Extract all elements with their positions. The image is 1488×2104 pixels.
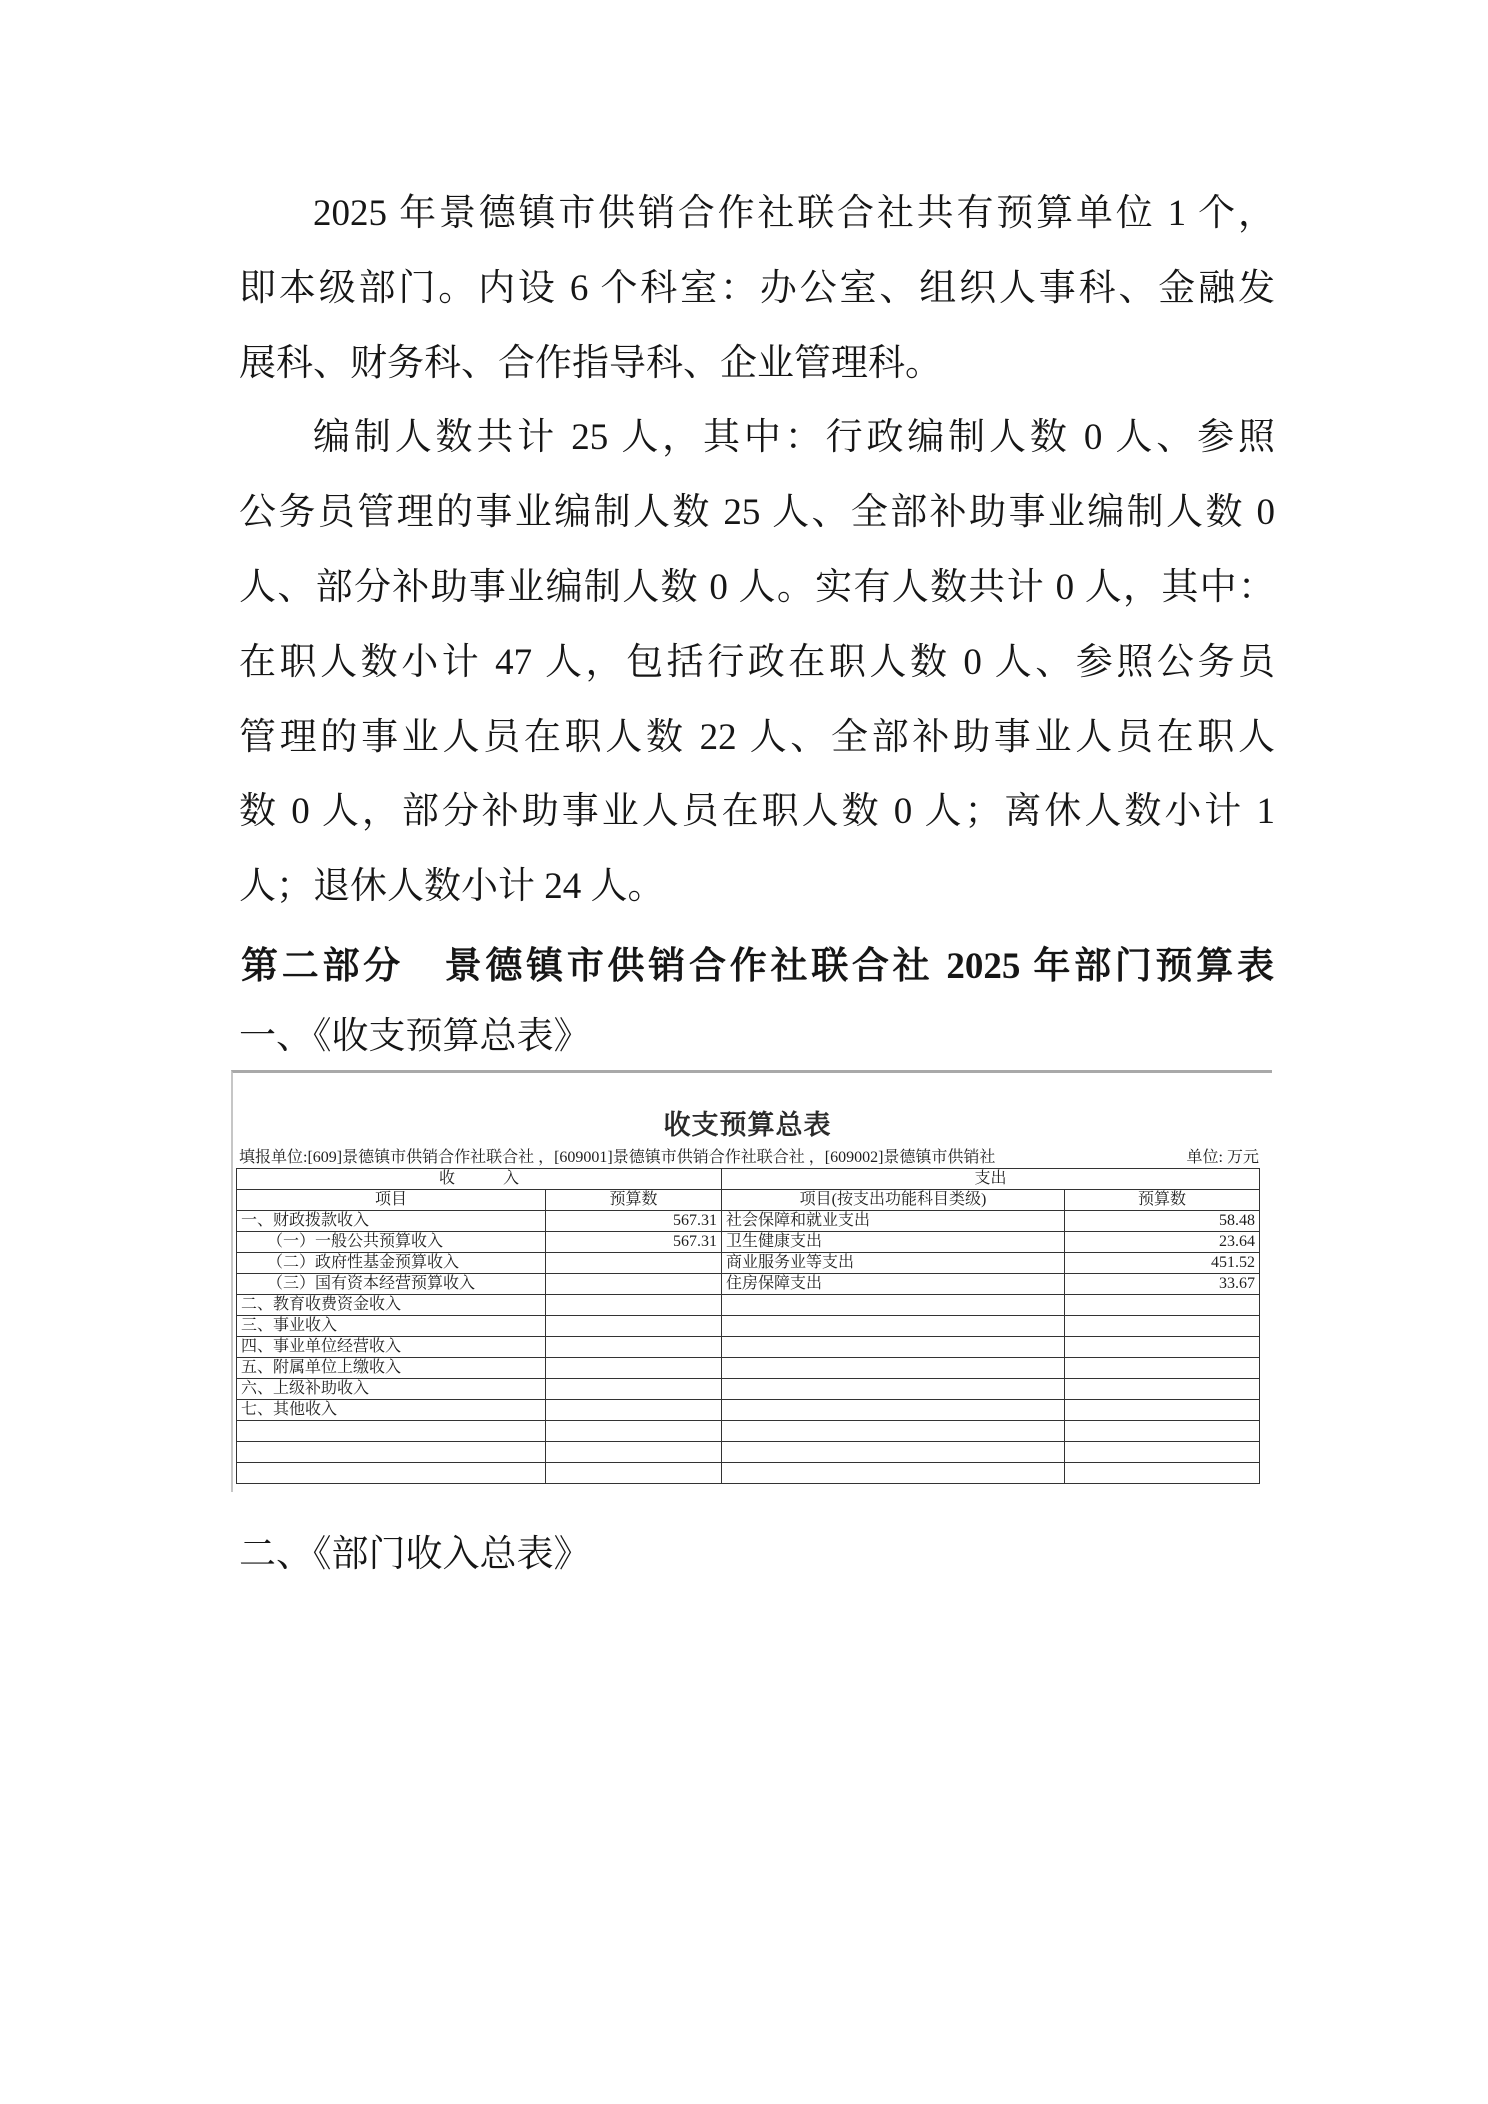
blank-rows: [237, 1421, 1260, 1484]
blank-cell: [237, 1442, 546, 1463]
expense-item-cell: [722, 1337, 1065, 1358]
income-item-cell: 一、财政拨款收入: [237, 1211, 546, 1232]
income-amount-cell: [546, 1274, 722, 1295]
income-item-cell: 二、教育收费资金收入: [237, 1295, 546, 1316]
income-amount-header: 预算数: [546, 1190, 722, 1211]
income-amount-cell: 567.31: [546, 1211, 722, 1232]
expense-item-cell: [722, 1316, 1065, 1337]
blank-row: [237, 1442, 1260, 1463]
subsection-title-income-expense: 一、《收支预算总表》: [239, 1016, 591, 1057]
table-row: [237, 1337, 1260, 1358]
paragraph-line: 人；退休人数小计 24 人。: [239, 866, 665, 908]
blank-cell: [237, 1463, 546, 1484]
income-item-cell: （一）一般公共预算收入: [237, 1232, 546, 1253]
blank-cell: [1065, 1463, 1260, 1484]
blank-cell: [546, 1421, 722, 1442]
income-item-cell: 五、附属单位上缴收入: [237, 1358, 546, 1379]
income-item-header: 项目: [237, 1190, 546, 1211]
table-row: [237, 1232, 1260, 1253]
income-item-cell: （三）国有资本经营预算收入: [237, 1274, 546, 1295]
body-text: [239, 177, 1275, 925]
budget-table-figure: [231, 1070, 1272, 1492]
filling-unit: 填报单位:[609]景德镇市供销合作社联合社 ，[609001]景德镇市供销合作社联合社 ，[609002]景德镇市供销社: [239, 1149, 996, 1166]
income-item-cell: （二）政府性基金预算收入: [237, 1253, 546, 1274]
subsection-title-income: 二、《部门收入总表》: [239, 1534, 591, 1575]
paragraph-line: 2025 年景德镇市供销合作社联合社共有预算单位 1 个，: [313, 193, 1275, 234]
income-amount-cell: [546, 1379, 722, 1400]
income-amount-cell: [546, 1295, 722, 1316]
blank-row: [237, 1421, 1260, 1442]
expense-item-cell: [722, 1358, 1065, 1379]
table-title: 收支预算总表: [663, 1110, 832, 1140]
table-body: [237, 1211, 1260, 1421]
paragraph-line: 数 0 人，部分补助事业人员在职人数 0 人；离休人数小计 1: [239, 791, 1275, 833]
expense-item-cell: [722, 1400, 1065, 1421]
blank-row: [237, 1463, 1260, 1484]
income-amount-cell: [546, 1337, 722, 1358]
expense-item-cell: 商业服务业等支出: [722, 1253, 1065, 1274]
table-row: [237, 1400, 1260, 1421]
expense-amount-cell: 23.64: [1065, 1232, 1260, 1253]
blank-cell: [1065, 1421, 1260, 1442]
blank-cell: [722, 1421, 1065, 1442]
expense-amount-cell: [1065, 1316, 1260, 1337]
expense-amount-cell: 451.52: [1065, 1253, 1260, 1274]
budget-summary-table: [236, 1168, 1260, 1484]
table-row: [237, 1253, 1260, 1274]
expense-amount-cell: [1065, 1295, 1260, 1316]
currency-unit: 单位: 万元: [1186, 1149, 1259, 1166]
expense-amount-header: 预算数: [1065, 1190, 1260, 1211]
expense-item-cell: 社会保障和就业支出: [722, 1211, 1065, 1232]
expense-amount-cell: 58.48: [1065, 1211, 1260, 1232]
expense-item-cell: 卫生健康支出: [722, 1232, 1065, 1253]
table-row: [237, 1274, 1260, 1295]
income-item-cell: 四、事业单位经营收入: [237, 1337, 546, 1358]
group-header-row: [237, 1169, 1260, 1190]
blank-cell: [1065, 1442, 1260, 1463]
paragraph-line: 在职人数小计 47 人，包括行政在职人数 0 人、参照公务员: [239, 641, 1275, 683]
expense-group-header: 支出: [722, 1169, 1260, 1190]
paragraph-line: 即本级部门。内设 6 个科室：办公室、组织人事科、金融发: [239, 267, 1275, 309]
blank-cell: [722, 1463, 1065, 1484]
paragraph-line: 公务员管理的事业编制人数 25 人、全部补助事业编制人数 0: [239, 492, 1275, 534]
expense-amount-cell: [1065, 1379, 1260, 1400]
paragraph-line: 管理的事业人员在职人数 22 人、全部补助事业人员在职人: [239, 716, 1275, 758]
table-row: [237, 1316, 1260, 1337]
paragraph-line: 人、部分补助事业编制人数 0 人。实有人数共计 0 人，其中：: [239, 566, 1275, 608]
income-group-header: 收 入: [237, 1169, 722, 1190]
table-row: [237, 1295, 1260, 1316]
expense-item-cell: [722, 1295, 1065, 1316]
blank-cell: [546, 1442, 722, 1463]
blank-cell: [722, 1442, 1065, 1463]
expense-amount-cell: [1065, 1337, 1260, 1358]
income-amount-cell: [546, 1253, 722, 1274]
expense-amount-cell: 33.67: [1065, 1274, 1260, 1295]
income-amount-cell: [546, 1316, 722, 1337]
section-heading: 第二部分 景德镇市供销合作社联合社 2025 年部门预算表: [241, 946, 1274, 987]
table-meta-row: [239, 1148, 1259, 1168]
paragraph-line: 编制人数共计 25 人，其中：行政编制人数 0 人、参照: [313, 417, 1275, 459]
income-item-cell: 六、上级补助收入: [237, 1379, 546, 1400]
blank-cell: [237, 1421, 546, 1442]
paragraph-line: 展科、财务科、合作指导科、企业管理科。: [239, 342, 942, 384]
expense-item-cell: [722, 1379, 1065, 1400]
expense-item-cell: 住房保障支出: [722, 1274, 1065, 1295]
column-header-row: [237, 1190, 1260, 1211]
expense-amount-cell: [1065, 1400, 1260, 1421]
table-row: [237, 1211, 1260, 1232]
income-item-cell: 七、其他收入: [237, 1400, 546, 1421]
table-row: [237, 1358, 1260, 1379]
income-item-cell: 三、事业收入: [237, 1316, 546, 1337]
blank-cell: [546, 1463, 722, 1484]
table-row: [237, 1379, 1260, 1400]
income-amount-cell: [546, 1400, 722, 1421]
income-amount-cell: [546, 1358, 722, 1379]
income-amount-cell: 567.31: [546, 1232, 722, 1253]
expense-amount-cell: [1065, 1358, 1260, 1379]
expense-item-header: 项目(按支出功能科目类级): [722, 1190, 1065, 1211]
